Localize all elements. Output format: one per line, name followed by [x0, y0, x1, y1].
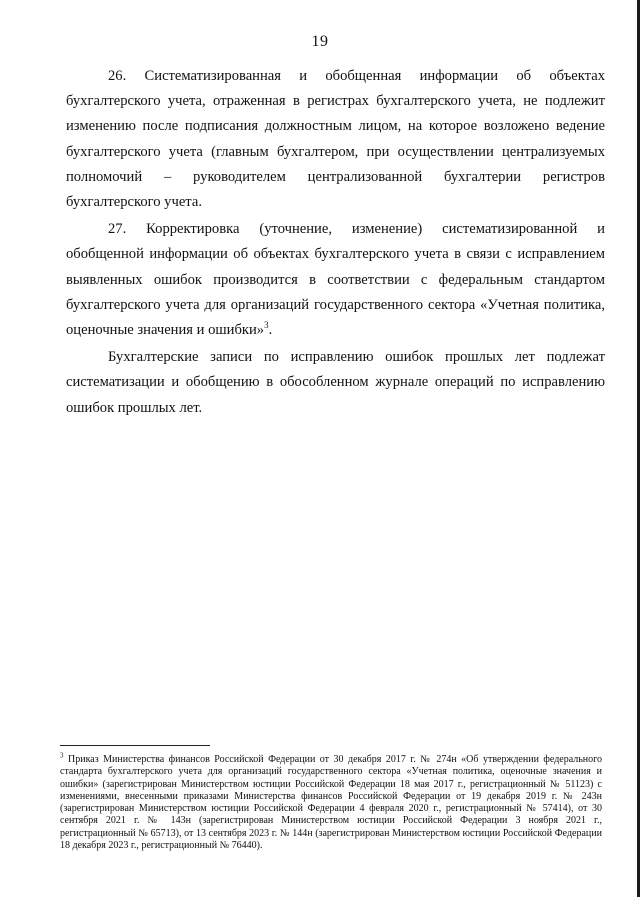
paragraph-26-text: 26. Систематизированная и обобщенная информации об объектах бухгалтерского учета, отраженная в регистрах бухгалтерского учета, не подлежит изменению после подписания должностным лицом, на которое возложено ведение бухгалтерского учета (главным бухгалтером, при осуществлении централизуемых полномочий – руководителем централизованной бухгалтерии регистров бухгалтерского учета.	[66, 68, 605, 211]
footnote	[60, 751, 603, 852]
paragraph-26	[66, 64, 605, 215]
page-number: 19	[311, 33, 329, 50]
footnote-marker: 3	[60, 751, 64, 760]
footnote-text: Приказ Министерства финансов Российской Федерации от 30 декабря 2017 г. № 274н «Об утверждении федерального стандарта бухгалтерского учета для организаций государственного сектора «Учетная политика, оценочные значения и ошибки» (зарегистрирован Министерством юстиции Российской Федерации 18 мая 2017 г., регистрационный № 51123) с изменениями, внесенными приказами Министерства финансов Российской Федерации от 19 декабря 2019 г. № 243н (зарегистрирован Министерством юстиции Российской Федерации 4 февраля 2020 г., регистрационный № 57414), от 30 сентября 2021 г. № 143н (зарегистрирован Министерством юстиции Российской Федерации 3 ноября 2021 г., регистрационный № 65713), от 13 сентября 2023 г. № 144н (зарегистрирован Министерством юстиции Российской Федерации 18 декабря 2023 г., регистрационный № 76440).	[60, 754, 603, 852]
paragraph-27-text: 27. Корректировка (уточнение, изменение) систематизированной и обобщенной информации об объектах бухгалтерского учета в связи с исправлением выявленных ошибок производится в соответствии с федеральным стандартом бухгалтерского учета для организаций государственного сектора «Учетная политика, оценочные значения и ошибки»	[66, 221, 605, 339]
paragraph-27: 27. Корректировка (уточнение, изменение) систематизированной и обобщенной информации об объектах бухгалтерского учета в связи с исправлением выявленных ошибок производится в соответствии с федеральным стандартом бухгалтерского учета для организаций государственного сектора «Учетная политика, оценочные значения и ошибки»$^3$.	[66, 221, 605, 339]
paragraph-corrections-text: Бухгалтерские записи по исправлению ошибок прошлых лет подлежат систематизации и обобщению в обособленном журнале операций по исправлению ошибок прошлых лет.	[66, 349, 605, 416]
paragraph-corrections	[66, 345, 605, 421]
document-body	[66, 64, 605, 421]
footnote-separator	[60, 745, 210, 746]
footnote-reference: 3	[264, 320, 269, 331]
